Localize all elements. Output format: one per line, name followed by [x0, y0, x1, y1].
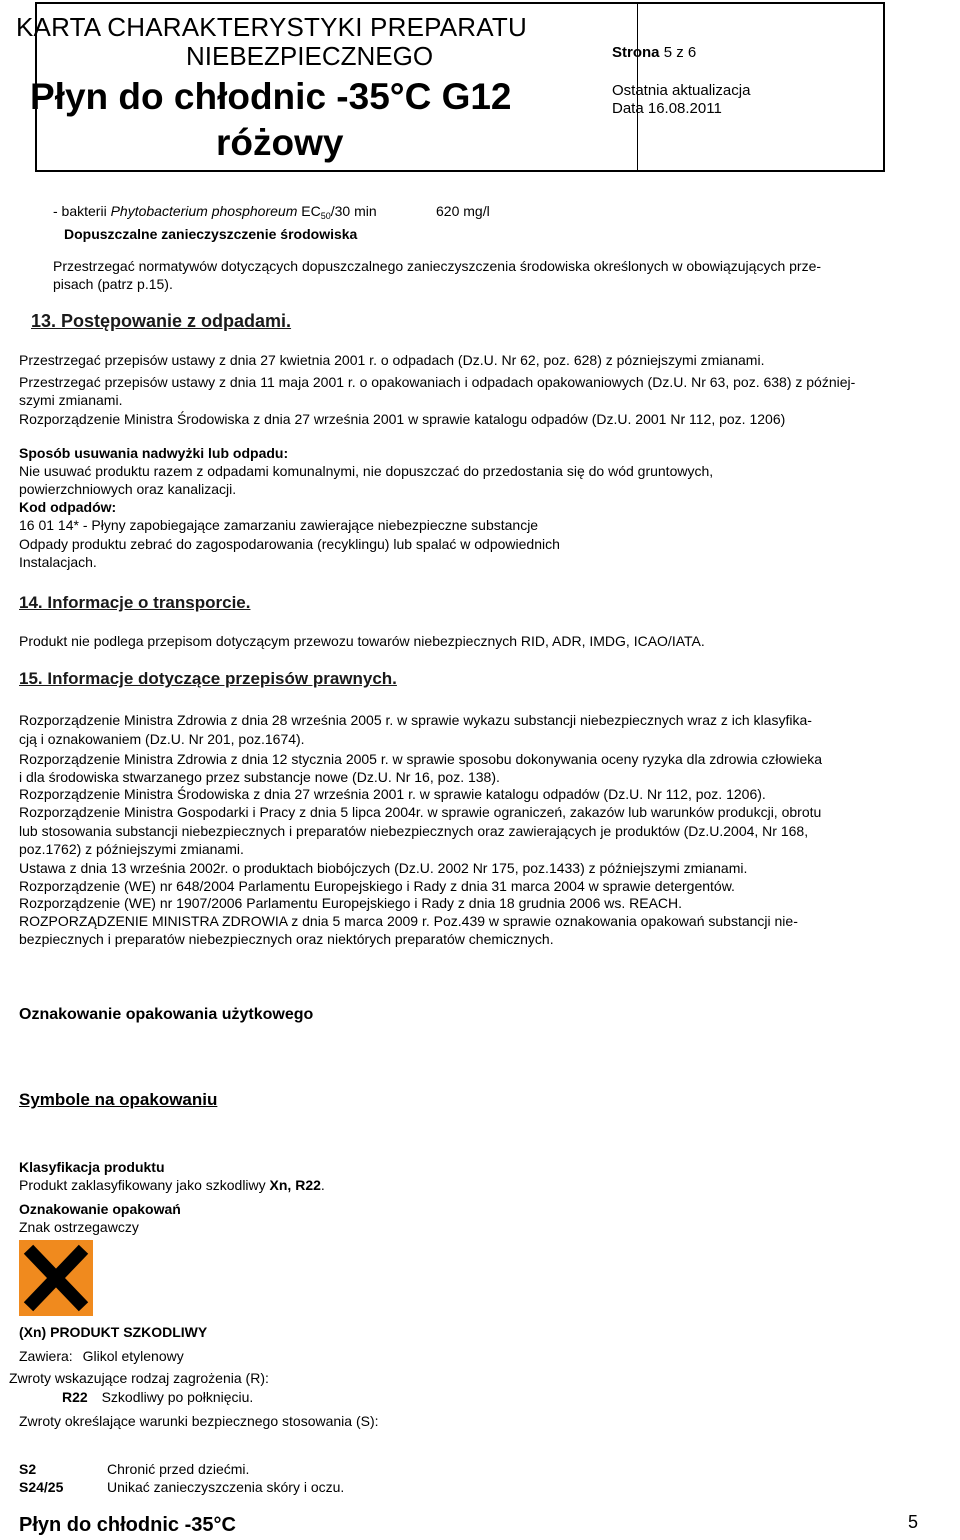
regulation-line: Ustawa z dnia 13 września 2002r. o produktach biobójczych (Dz.U. 2002 Nr 175, poz.1433) z późniejszymi zmianami. — [19, 860, 748, 876]
ec-suffix: /30 min — [330, 203, 377, 219]
r-phrase-code: R22 — [62, 1389, 88, 1405]
waste-code-heading: Kod odpadów: — [19, 499, 117, 515]
warning-sign-label: Znak ostrzegawczy — [19, 1219, 139, 1235]
disposal-heading: Sposób usuwania nadwyżki lub odpadu: — [19, 445, 289, 461]
contains-value: Glikol etylenowy — [82, 1348, 184, 1364]
regulation-line: bezpiecznych i preparatów niebezpiecznych oraz niektórych preparatów chemicznych. — [19, 931, 554, 947]
r-phrase-row — [62, 1388, 253, 1406]
env-limit-heading: Dopuszczalne zanieczyszczenie środowiska — [64, 226, 358, 242]
bacteria-species: Phytobacterium phosphoreum — [110, 203, 298, 219]
r-phrase-text: Szkodliwy po połknięciu. — [101, 1389, 254, 1405]
waste-code-line3: Instalacjach. — [19, 554, 97, 570]
regulation-line: cją i oznakowaniem (Dz.U. Nr 201, poz.1674). — [19, 731, 305, 747]
disposal-line1: Nie usuwać produktu razem z odpadami komunalnymi, nie dopuszczać do przedostania się do wód gruntowych, — [19, 463, 714, 479]
update-label: Ostatnia aktualizacja — [612, 82, 751, 99]
product-name-line2: różowy — [216, 122, 344, 163]
contains-row — [19, 1347, 184, 1365]
ec-subscript: 50 — [320, 211, 331, 221]
section-13-heading: 13. Postępowanie z odpadami. — [31, 311, 292, 331]
page-info: 5 z 6 — [663, 44, 697, 61]
s-phrases-heading: Zwroty określające warunki bezpiecznego stosowania (S): — [19, 1413, 379, 1429]
ec-label: EC — [297, 203, 321, 219]
toxicity-value: 620 mg/l — [436, 203, 490, 219]
product-name-line1: Płyn do chłodnic -35°C G12 — [30, 76, 512, 117]
usage-packaging-heading: Oznakowanie opakowania użytkowego — [19, 1006, 314, 1023]
classification-text — [19, 1176, 325, 1194]
regulation-line: Rozporządzenie Ministra Zdrowia z dnia 28 września 2005 r. w sprawie wykazu substancji niebezpiecznych wraz z ich klasyfika- — [19, 712, 812, 728]
update-date: Data 16.08.2011 — [612, 100, 722, 117]
section-13-line1: Przestrzegać przepisów ustawy z dnia 27 kwietnia 2001 r. o odpadach (Dz.U. Nr 62, poz. 628) z pózniejszymi zmianami. — [19, 352, 765, 368]
classification-suffix: . — [320, 1177, 325, 1193]
page-label: Strona — [612, 44, 660, 61]
regulation-line: Rozporządzenie (WE) nr 648/2004 Parlamentu Europejskiego i Rady z dnia 31 marca 2004 w sprawie detergentów. — [19, 878, 735, 894]
regulation-line: i dla środowiska stwarzanego przez substancje nowe (Dz.U. Nr 16, poz. 138). — [19, 769, 500, 785]
regulation-line: Rozporządzenie Ministra Zdrowia z dnia 12 stycznia 2005 r. w sprawie sposobu dokonywania oceny ryzyka dla zdrowia człowieka — [19, 751, 823, 767]
section-13-line2: Przestrzegać przepisów ustawy z dnia 11 maja 2001 r. o opakowaniach i odpadach opakowaniowych (Dz.U. Nr 63, poz. 638) z później- — [19, 374, 856, 390]
disposal-line2: powierzchniowych oraz kanalizacji. — [19, 481, 237, 497]
env-text-line2: pisach (patrz p.15). — [53, 276, 173, 292]
footer-page-number: 5 — [908, 1512, 919, 1532]
waste-code-line2: Odpady produktu zebrać do zagospodarowania (recyklingu) lub spalać w odpowiednich — [19, 536, 560, 552]
regulation-line: poz.1762) z późniejszymi zmianami. — [19, 841, 244, 857]
section-14-text: Produkt nie podlega przepisom dotyczącym przewozu towarów niebezpiecznych RID, ADR, IMDG, ICAO/IATA. — [19, 633, 705, 649]
classification-prefix: Produkt zaklasyfikowany jako szkodliwy — [19, 1177, 270, 1193]
regulation-line: ROZPORZĄDZENIE MINISTRA ZDROWIA z dnia 5 marca 2009 r. Poz.439 w sprawie oznakowania opakowań substancji nie- — [19, 913, 798, 929]
packaging-label-heading: Oznakowanie opakowań — [19, 1201, 181, 1217]
classification-code: Xn, R22 — [269, 1177, 321, 1193]
document-title-line2: NIEBEZPIECZNEGO — [186, 41, 434, 71]
page-indicator — [612, 44, 696, 61]
regulation-line: lub stosowania substancji niebezpiecznych i preparatów niebezpiecznych oraz zawierających je produktów (Dz.U.2004, Nr 168, — [19, 823, 809, 839]
hazard-cross-svg — [19, 1240, 93, 1316]
document-title-line1: KARTA CHARAKTERYSTYKI PREPARATU — [16, 12, 527, 42]
xn-harmful-cross-icon — [19, 1240, 93, 1316]
env-text-line1: Przestrzegać normatywów dotyczących dopuszczalnego zanieczyszczenia środowiska określonych w obowiązujących prze- — [53, 258, 822, 274]
bacteria-prefix: - bakterii — [53, 203, 111, 219]
s-phrase-code: S24/25 — [19, 1479, 64, 1495]
contains-label: Zawiera: — [19, 1348, 73, 1364]
regulation-line: Rozporządzenie (WE) nr 1907/2006 Parlamentu Europejskiego i Rady z dnia 18 grudnia 2006 ws. REACH. — [19, 895, 683, 911]
hazard-name: (Xn) PRODUKT SZKODLIWY — [19, 1324, 208, 1340]
section-13-line4: Rozporządzenie Ministra Środowiska z dnia 27 września 2001 w sprawie katalogu odpadów (Dz.U. 2001 Nr 112, poz. 1206) — [19, 411, 786, 427]
s-phrase-text: Unikać zanieczyszczenia skóry i oczu. — [107, 1479, 345, 1495]
regulation-line: Rozporządzenie Ministra Środowiska z dnia 27 września 2001 r. w sprawie katalogu odpadów (Dz.U. Nr 112, poz. 1206). — [19, 786, 766, 802]
waste-code-line1: 16 01 14* - Płyny zapobiegające zamarzaniu zawierające niebezpieczne substancje — [19, 517, 539, 533]
toxicity-bacteria-row — [53, 202, 377, 225]
symbols-heading: Symbole na opakowaniu — [19, 1090, 218, 1109]
s-phrase-text: Chronić przed dziećmi. — [107, 1461, 250, 1477]
section-13-line3: szymi zmianami. — [19, 392, 123, 408]
section-15-heading: 15. Informacje dotyczące przepisów prawnych. — [19, 669, 397, 688]
classification-heading: Klasyfikacja produktu — [19, 1159, 165, 1175]
r-phrases-heading: Zwroty wskazujące rodzaj zagrożenia (R): — [9, 1370, 269, 1386]
footer-product-name: Płyn do chłodnic -35°C — [19, 1514, 236, 1536]
regulation-line: Rozporządzenie Ministra Gospodarki i Pracy z dnia 5 lipca 2004r. w sprawie ograniczeń, zakazów lub warunków produkcji, obrotu — [19, 804, 822, 820]
s-phrase-code: S2 — [19, 1461, 37, 1477]
section-14-heading: 14. Informacje o transporcie. — [19, 593, 251, 612]
